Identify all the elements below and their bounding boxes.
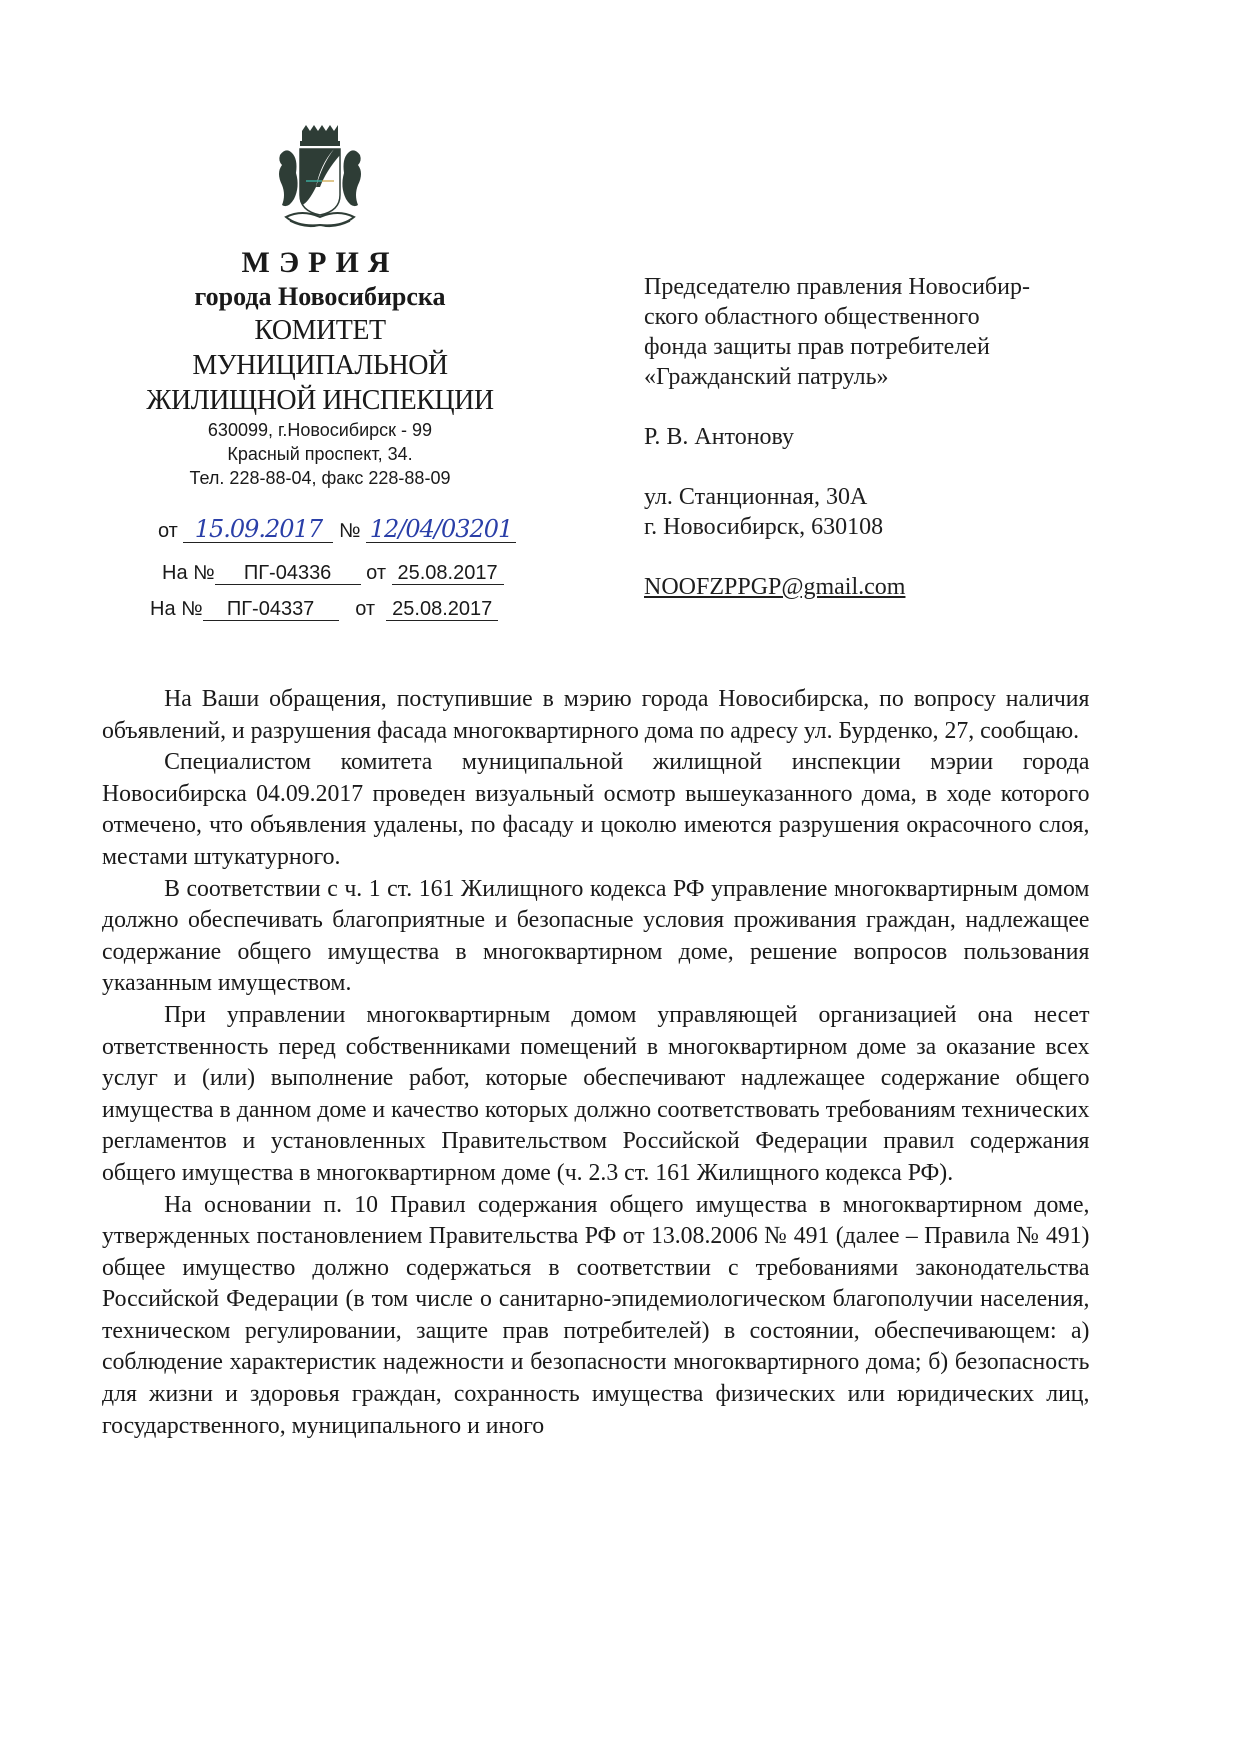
- reference-number: ПГ-04336: [215, 562, 361, 585]
- org-address-line-2: Красный проспект, 34.: [227, 444, 413, 464]
- addressee-email-link[interactable]: NOOFZPPGP@gmail.com: [644, 574, 906, 600]
- reference-line-1: [162, 562, 504, 585]
- addressee-position-line-3: фонда защиты прав потребителей: [644, 334, 990, 360]
- body-paragraph-5: На основании п. 10 Правил содержания общего имущества в многоквартирном доме, утвержденных постановлением Правительства РФ от 13.08.2006 № 491 (далее – Правила № 491) общее имущество должно содержаться в соответствии с требованиями законодательства Российской Федерации (в том числе о санитарно-эпидемиологическом благополучии населения, техническом регулировании, защите прав потребителей) в состоянии, обеспечивающем: а) соблюдение характеристик надежности и безопасности многоквартирного дома; б) безопасность для жизни и здоровья граждан, сохранность имущества физических или юридических лиц, государственного, муниципального и иного: [102, 1190, 1090, 1439]
- reference-number: ПГ-04337: [203, 598, 339, 621]
- org-line-1: КОМИТЕТ: [254, 315, 386, 346]
- reference-prefix: На №: [150, 598, 203, 620]
- org-line-3: ЖИЛИЩНОЙ ИНСПЕКЦИИ: [146, 385, 494, 416]
- addressee-position-line-2: ского областного общественного: [644, 304, 980, 330]
- org-line-2: МУНИЦИПАЛЬНОЙ: [192, 350, 448, 381]
- reference-date: 25.08.2017: [386, 598, 498, 621]
- outgoing-number-field: [366, 515, 516, 543]
- outgoing-registration: [158, 515, 516, 543]
- addressee-position-line-1: Председателю правления Новосибир-: [644, 274, 1030, 300]
- handwritten-number: 12/04/03201: [369, 515, 513, 543]
- reference-from-label: от: [366, 562, 386, 584]
- addressee-street: ул. Станционная, 30А: [644, 484, 868, 510]
- org-address-line-1: 630099, г.Новосибирск - 99: [207, 420, 433, 440]
- letter-body: [102, 683, 1089, 1441]
- reference-line-2: [150, 598, 498, 621]
- reference-prefix: На №: [162, 562, 215, 584]
- city-name: города Новосибирска: [194, 282, 446, 311]
- addressee-position-line-4: «Гражданский патруль»: [644, 364, 889, 390]
- mayor-title: МЭРИЯ: [241, 246, 399, 279]
- letterhead: [110, 125, 530, 490]
- addressee-name: Р. В. Антонову: [644, 424, 795, 450]
- body-paragraph-3: В соответствии с ч. 1 ст. 161 Жилищного кодекса РФ управление многоквартирным домом должно обеспечивать благоприятные и безопасные условия проживания граждан, надлежащее содержание общего имущества в многоквартирном доме, решение вопросов пользования указанным имуществом.: [102, 874, 1090, 997]
- from-label: от: [158, 520, 178, 542]
- body-paragraph-1: На Ваши обращения, поступившие в мэрию города Новосибирска, по вопросу наличия объявлений, и разрушения фасада многоквартирного дома по адресу ул. Бурденко, 27, сообщаю.: [102, 685, 1090, 744]
- org-phone-fax: Тел. 228-88-04, факс 228-88-09: [189, 468, 451, 488]
- reference-date: 25.08.2017: [392, 562, 504, 585]
- handwritten-date: 15.09.2017: [194, 515, 323, 543]
- addressee-city: г. Новосибирск, 630108: [644, 514, 884, 540]
- number-label: №: [338, 520, 361, 542]
- body-paragraph-4: При управлении многоквартирным домом управляющей организацией она несет ответственность перед собственниками помещений в многоквартирном доме за оказание всех услуг и (или) выполнение работ, которые обеспечивают надлежащее содержание общего имущества в данном доме и качество которых должно соответствовать требованиям технических регламентов и установленных Правительством Российской Федерации правил содержания общего имущества в многоквартирном доме (ч. 2.3 ст. 161 Жилищного кодекса РФ).: [102, 1000, 1090, 1186]
- addressee-block: [644, 272, 1124, 602]
- outgoing-date-field: [183, 515, 333, 543]
- reference-from-label: от: [355, 598, 376, 620]
- body-paragraph-2: Специалистом комитета муниципальной жилищной инспекции мэрии города Новосибирска 04.09.2017 проведен визуальный осмотр вышеуказанного дома, в ходе которого отмечено, что объявления удалены, по фасаду и цоколю имеются разрушения окрасочного слоя, местами штукатурного.: [102, 748, 1090, 870]
- novosibirsk-coat-of-arms-icon: [272, 125, 368, 235]
